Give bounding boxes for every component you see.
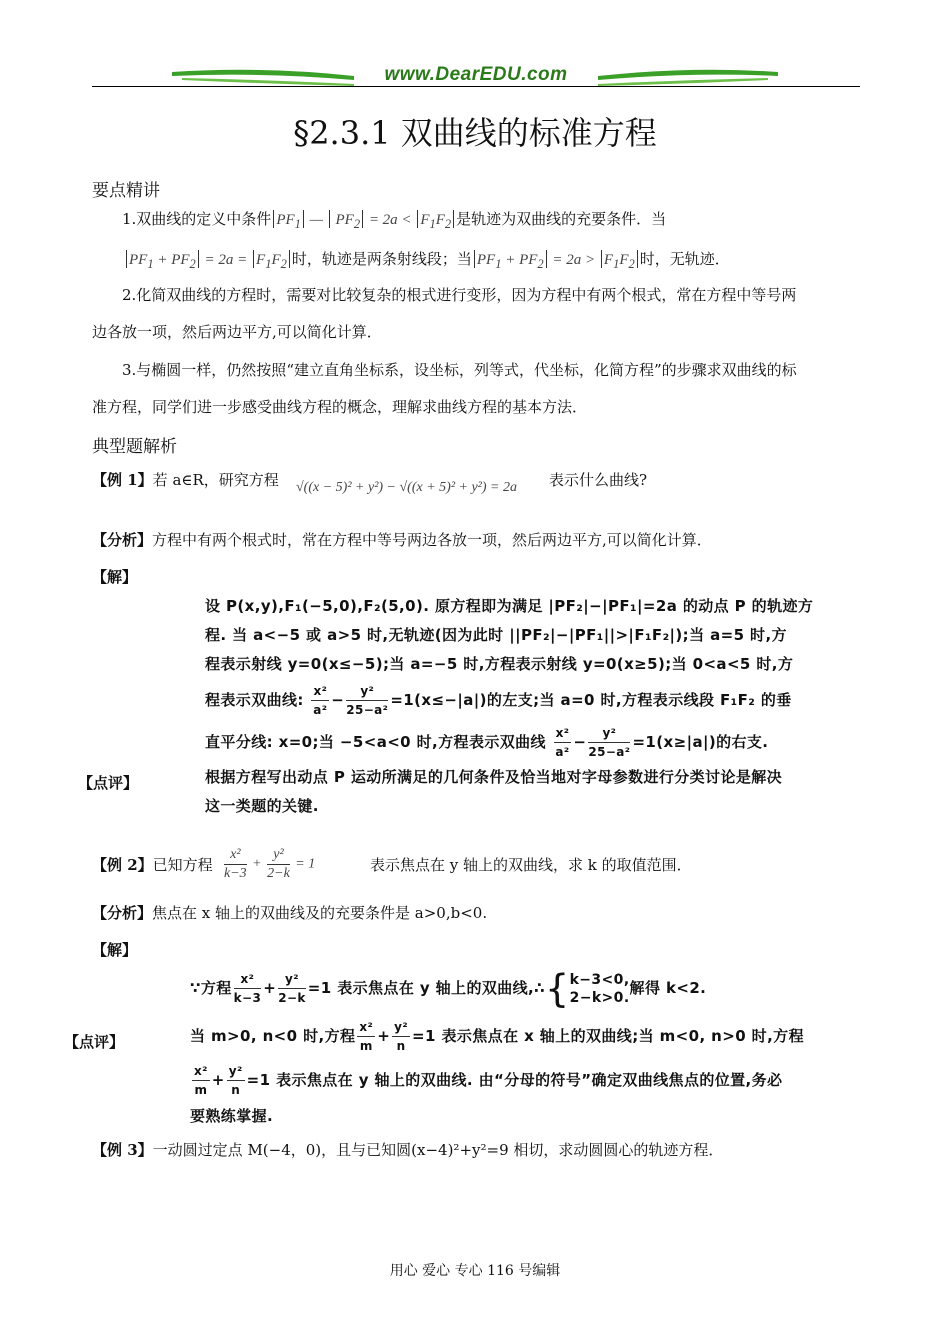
solution-1-line-3: 程表示射线 y=0(x≤−5);当 a=−5 时,方程表示射线 y=0(x≥5);当 0<a<5 时,方	[205, 655, 794, 673]
fraction-y2-2k-b: $\frac{\text{y²}}{2-k}$	[278, 972, 306, 1005]
example-1-solution-scan	[205, 592, 865, 821]
system-line-2: 2−k>0.	[569, 989, 630, 1006]
fraction-x2-a2: $\frac{\text{x²}}{\text{a²}}$	[313, 684, 328, 717]
fraction-x2-k3-b: $\frac{\text{x²}}{k-3}$	[233, 972, 262, 1005]
comment-2-line-2: $\frac{\text{x²}}{m}$ + $\frac{\text{y²}}{n}$ =1 表示焦点在 y 轴上的双曲线. 由“分母的符号”确定双曲线焦点的位置,务必	[194, 1064, 783, 1097]
example-2-formula: $\frac{\text{x²}}{k-3}$ + $\frac{\text{y²}}{2-k}$ = 1	[224, 847, 316, 881]
point-3-line-2: 准方程，同学们进一步感受曲线方程的概念，理解求曲线方程的基本方法．	[92, 398, 588, 416]
point-2-line-2: 边各放一项，然后两边平方,可以简化计算．	[92, 323, 382, 341]
example-1-solution-tag: 【解】	[92, 568, 138, 586]
comment-2-line-1: 当 m>0, n<0 时,方程 $\frac{\text{x²}}{m}$ + $\frac{\text{y²}}{n}$ =1 表示焦点在 x 轴上的双曲线;当 m<0, n>0 时,方程	[190, 1020, 804, 1053]
fraction-x2-m: $\frac{\text{x²}}{m}$	[359, 1020, 374, 1053]
page-title: §2.3.1 双曲线的标准方程	[293, 114, 657, 152]
solution-1-line-5-a: 直平分线: x=0;当 −5<a<0 时,方程表示双曲线	[205, 733, 546, 751]
solution-1-line-4-a: 程表示双曲线:	[205, 691, 304, 709]
fraction-y2-25-a2-b: $\frac{\text{y²}}{\text{25−a²}}$	[588, 726, 631, 759]
section-key-points: 要点精讲	[92, 181, 160, 201]
point-1-text-a: 1.双曲线的定义中条件	[122, 210, 272, 228]
example-2-statement	[92, 855, 213, 875]
solution-2-line-1: ∵方程 $\frac{\text{x²}}{k-3}$ + $\frac{\text{y²}}{2-k}$ =1 表示焦点在 y 轴上的双曲线,∴{ k−3<0, 2−k>0. 解得 k<2.	[190, 966, 707, 1011]
point-1-text-d: 时，无轨迹．	[639, 250, 730, 268]
example-2-text-b: 表示焦点在 y 轴上的双曲线，求 k 的取值范围．	[370, 856, 692, 874]
fraction-y2-n: $\frac{\text{y²}}{n}$	[394, 1020, 409, 1053]
formula-definition: $PF_1$ — $PF_2 = 2a < F_1F_2$	[271, 212, 456, 228]
example-2-analysis	[92, 903, 487, 923]
solution-1-line-5-b: (x≥|a|)的右支.	[656, 733, 769, 751]
comment-2-text-a: 当 m>0, n<0 时,方程	[190, 1027, 356, 1045]
fraction-y2-n-b: $\frac{\text{y²}}{n}$	[228, 1064, 243, 1097]
formula-rays: $PF_1 + PF_2 = 2a = F_1F_2$	[124, 252, 292, 268]
example-2-comment-tag: 【点评】	[64, 1033, 125, 1051]
fraction-y2-25-a2: $\frac{\text{y²}}{\text{25−a²}}$	[346, 684, 389, 717]
solution-1-line-7: 这一类题的关键.	[205, 797, 319, 815]
fraction-x2-a2-b: $\frac{\text{x²}}{\text{a²}}$	[555, 726, 570, 759]
point-1-line-2	[124, 249, 730, 274]
example-2-solution-scan	[190, 966, 870, 1131]
example-1-analysis-tag: 【分析】	[92, 531, 153, 549]
example-2-text-a: 已知方程	[152, 856, 213, 874]
example-2-analysis-tag: 【分析】	[92, 904, 153, 922]
example-1-analysis-text: 方程中有两个根式时，常在方程中等号两边各放一项，然后两边平方,可以简化计算．	[152, 531, 712, 549]
section-typical: 典型题解析	[92, 437, 177, 457]
inequality-system	[570, 971, 630, 1007]
point-1-text-b: 是轨迹为双曲线的充要条件．当	[456, 210, 667, 228]
formula-no-locus: $PF_1 + PF_2 = 2a > F_1F_2$	[472, 252, 640, 268]
point-1-line-1	[122, 209, 666, 234]
example-2-analysis-text: 焦点在 x 轴上的双曲线及的充要条件是 a>0,b<0.	[152, 904, 488, 922]
comment-2-text-c: =1 表示焦点在 y 轴上的双曲线. 由“分母的符号”确定双曲线焦点的位置,务必	[246, 1071, 783, 1089]
example-1-formula: √((x − 5)² + y²) − √((x + 5)² + y²) = 2a	[296, 480, 517, 495]
solution-2-text-a: ∵方程	[190, 979, 232, 997]
example-1-comment-tag: 【点评】	[78, 774, 139, 792]
example-1-analysis	[92, 530, 712, 550]
fraction-x2-m-b: $\frac{\text{x²}}{m}$	[194, 1064, 208, 1097]
solution-1-line-2: 程. 当 a<−5 或 a>5 时,无轨迹(因为此时 ||PF₂|−|PF₁||>|F₁F₂|);当 a=5 时,方	[205, 626, 787, 644]
example-3-statement	[92, 1140, 723, 1160]
point-2-line-1: 2.化简双曲线的方程时，需要对比较复杂的根式进行变形，因为方程中有两个根式，常在方程中等号两	[122, 286, 797, 304]
point-3-line-1: 3.与椭圆一样，仍然按照“建立直角坐标系，设坐标，列等式，代坐标，化简方程”的步骤求双曲线的标	[122, 361, 797, 379]
example-3-text: 一动圆过定点 M(−4，0)，且与已知圆(x−4)²+y²=9 相切，求动圆圆心的轨迹方程．	[152, 1141, 724, 1159]
example-1-text-a: 若 a∈R，研究方程	[152, 471, 279, 489]
solution-1-line-4-b: (x≤−|a|)的左支;当 a=0 时,方程表示线段 F₁F₂ 的垂	[414, 691, 792, 709]
solution-1-line-5: 直平分线: x=0;当 −5<a<0 时,方程表示双曲线 $\frac{\text{x²}}{\text{a²}}$ − $\frac{\text{y²}}{\text{25−a²}}$ =1(x≥|a|)的右支.	[205, 726, 769, 759]
solution-2-text-c: 解得 k<2.	[629, 979, 707, 997]
comment-2-text-b: =1 表示焦点在 x 轴上的双曲线;当 m<0, n>0 时,方程	[412, 1027, 804, 1045]
site-logo-text[interactable]: www.DearEDU.com	[384, 64, 568, 85]
example-3-tag: 【例 3】	[92, 1141, 153, 1159]
example-1-statement	[92, 470, 279, 490]
solution-1-line-4: 程表示双曲线: $\frac{\text{x²}}{\text{a²}}$ − $\frac{\text{y²}}{\text{25−a²}}$ =1(x≤−|a|)的左支;当 a=0 时,方程表示线段 F₁F₂ 的垂	[205, 684, 792, 717]
header-rule	[92, 86, 860, 87]
example-2-solution-tag: 【解】	[92, 941, 138, 959]
comment-2-line-3: 要熟练掌握.	[190, 1107, 274, 1125]
fraction-x2-k3: $\frac{\text{x²}}{k-3}$	[224, 847, 247, 881]
example-1-text-b: 表示什么曲线?	[549, 471, 648, 489]
solution-2-text-b: =1 表示焦点在 y 轴上的双曲线,∴	[307, 979, 545, 997]
fraction-y2-2k: $\frac{\text{y²}}{2-k}$	[267, 847, 290, 881]
brace-icon: {	[544, 966, 570, 1011]
solution-1-line-1: 设 P(x,y),F₁(−5,0),F₂(5,0). 原方程即为满足 |PF₂|−|PF₁|=2a 的动点 P 的轨迹方	[205, 597, 814, 615]
example-2-tag: 【例 2】	[92, 856, 153, 874]
point-1-text-c: 时，轨迹是两条射线段；当	[291, 250, 472, 268]
page-footer: 用心 爱心 专心 116 号编辑	[389, 1263, 561, 1279]
example-1-tag: 【例 1】	[92, 471, 153, 489]
system-line-1: k−3<0,	[569, 971, 630, 988]
solution-1-line-6: 根据方程写出动点 P 运动所满足的几何条件及恰当地对字母参数进行分类讨论是解决	[205, 768, 783, 786]
